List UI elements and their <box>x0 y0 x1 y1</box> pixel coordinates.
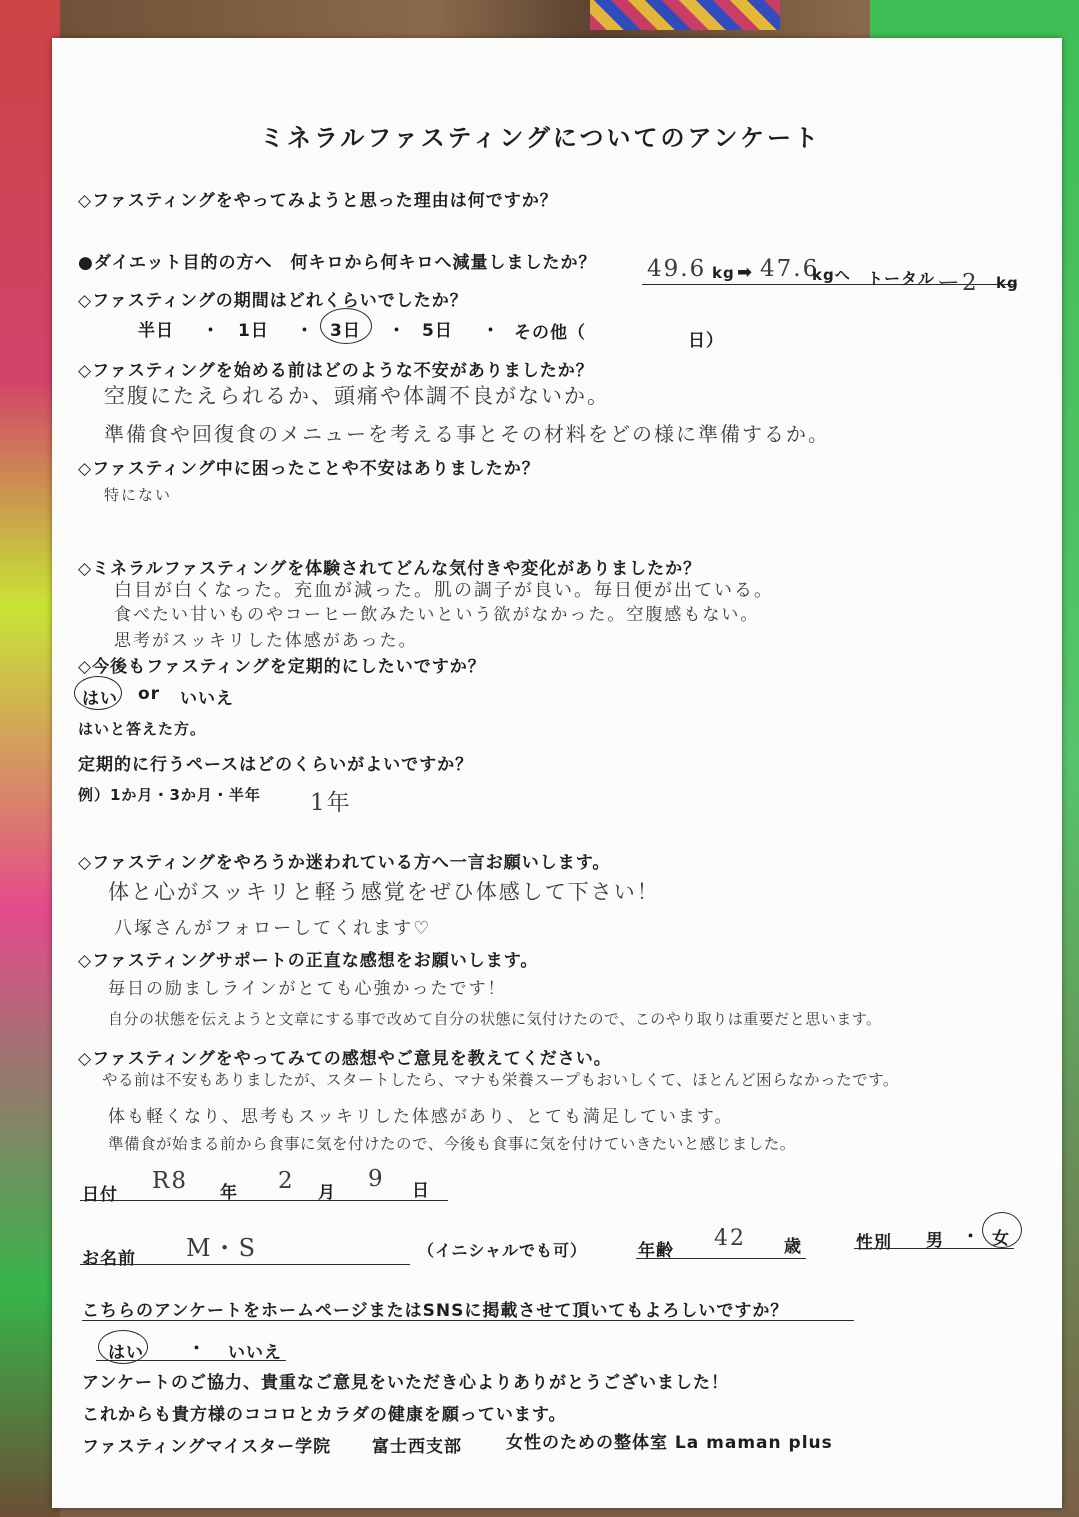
question-impression: ◇ファスティングをやってみての感想やご意見を教えてください。 <box>78 1049 612 1069</box>
publish-separator: ・ <box>188 1339 206 1359</box>
gender-male: 男 <box>926 1231 944 1251</box>
background-decoration <box>590 0 780 30</box>
survey-sheet <box>52 38 1062 1508</box>
name-underline <box>80 1264 410 1265</box>
footer-school: ファスティングマイスター学院 <box>82 1437 332 1457</box>
gender-selected-circle <box>982 1212 1022 1248</box>
date-month-label: 月 <box>318 1183 336 1203</box>
diet-to-unit: kgへ <box>812 266 851 284</box>
question-trouble-during: ◇ファスティング中に困ったことや不安はありましたか？ <box>78 459 540 479</box>
footer-branch: 富士西支部 <box>372 1437 462 1457</box>
publish-question-underline <box>82 1320 854 1321</box>
age-underline <box>636 1258 806 1259</box>
date-day-label: 日 <box>412 1181 430 1201</box>
question-continue: ◇今後もファスティングを定期的にしたいですか？ <box>78 657 486 677</box>
thanks-line1: アンケートのご協力、貴重なご意見をいただき心よりありがとうございました！ <box>82 1373 729 1393</box>
answer-impression-line2: 体も軽くなり、思考もスッキリした体感があり、とても満足しています。 <box>108 1107 734 1127</box>
period-separator: ・ <box>202 321 220 341</box>
age-label: 年齢 <box>638 1241 674 1261</box>
period-selected-circle <box>320 308 372 344</box>
diet-arrow-icon: ➡ <box>737 262 754 283</box>
diet-to-value: 47.6 <box>760 256 820 282</box>
answer-message-line1: 体と心がスッキリと軽う感覚をぜひ体感して下さい！ <box>108 880 660 904</box>
question-anxiety-before: ◇ファスティングを始める前はどのような不安がありましたか？ <box>78 361 594 381</box>
date-day: 9 <box>368 1166 385 1192</box>
date-month: 2 <box>278 1168 295 1194</box>
answer-changes-line3: 思考がスッキリした体感があった。 <box>114 631 418 651</box>
question-support: ◇ファスティングサポートの正直な感想をお願いします。 <box>78 951 539 971</box>
period-option-half-day: 半日 <box>138 321 174 341</box>
question-publish: こちらのアンケートをホームページまたはSNSに掲載させて頂いてもよろしいですか？ <box>82 1301 789 1321</box>
answer-support-line1: 毎日の励ましラインがとても心強かったです！ <box>108 979 507 999</box>
question-diet: ●ダイエット目的の方へ 何キロから何キロへ減量しましたか？ <box>78 253 597 273</box>
continue-or: or <box>138 684 161 704</box>
footer-salon: 女性のための整体室 La maman plus <box>506 1433 833 1453</box>
answer-pace: 1年 <box>310 790 352 816</box>
name-note: （イニシャルでも可） <box>418 1241 588 1260</box>
name-label: お名前 <box>82 1249 136 1269</box>
date-year-label: 年 <box>220 1183 238 1203</box>
age-value: 42 <box>714 1226 746 1251</box>
question-changes: ◇ミネラルファスティングを体験されてどんな気付きや変化がありましたか？ <box>78 559 702 579</box>
diet-answer-underline <box>642 284 1017 285</box>
continue-selected-circle <box>74 676 122 710</box>
pace-example: 例）1か月・3か月・半年 <box>78 786 261 804</box>
period-option-other-days: 日） <box>688 331 724 351</box>
period-option-3day: 3日 <box>330 321 361 341</box>
answer-changes-line1: 白目が白くなった。充血が減った。肌の調子が良い。毎日便が出ている。 <box>114 580 774 601</box>
background-left-edge <box>0 0 60 1517</box>
date-underline <box>80 1200 448 1201</box>
period-option-5day: 5日 <box>422 321 453 341</box>
question-period: ◇ファスティングの期間はどれくらいでしたか？ <box>78 291 468 311</box>
diet-total-unit: kg <box>996 274 1019 292</box>
yes-note: はいと答えた方。 <box>78 720 207 738</box>
publish-yes: はい <box>108 1343 144 1363</box>
continue-no: いいえ <box>180 689 234 709</box>
continue-yes: はい <box>82 689 118 709</box>
answer-anxiety-before-line2: 準備食や回復食のメニューを考える事とその材料をどの様に準備するか。 <box>104 422 830 446</box>
period-option-other: その他（ <box>514 323 586 343</box>
question-reason: ◇ファスティングをやってみようと思った理由は何ですか？ <box>78 191 558 211</box>
gender-separator: ・ <box>962 1227 980 1247</box>
gender-female: 女 <box>992 1229 1010 1249</box>
diet-total-value: ー2 <box>937 270 979 296</box>
answer-impression-line1: やる前は不安もありましたが、スタートしたら、マナも栄養スープもおいしくて、ほとんど困らなかったです。 <box>102 1071 899 1089</box>
age-unit: 歳 <box>784 1237 802 1257</box>
diet-from-unit: kg <box>712 264 735 282</box>
answer-impression-line3: 準備食が始まる前から食事に気を付けたので、今後も食事に気を付けていきたいと感じました。 <box>108 1135 796 1153</box>
name-value: M・S <box>186 1234 258 1262</box>
question-pace: 定期的に行うペースはどのくらいがよいですか？ <box>78 755 474 775</box>
answer-anxiety-before-line1: 空腹にたえられるか、頭痛や体調不良がないか。 <box>104 384 610 408</box>
thanks-line2: これからも貴方様のココロとカラダの健康を願っています。 <box>82 1405 567 1425</box>
publish-answer-underline <box>96 1360 286 1361</box>
diet-total-label: トータル <box>867 269 936 288</box>
gender-label: 性別 <box>856 1233 892 1253</box>
date-era-year: R8 <box>152 1168 188 1194</box>
answer-changes-line2: 食べたい甘いものやコーヒー飲みたいという欲がなかった。空腹感もない。 <box>114 605 760 625</box>
diet-from-value: 49.6 <box>647 256 707 282</box>
publish-selected-circle <box>98 1330 148 1364</box>
answer-trouble-during: 特にない <box>104 486 173 504</box>
gender-underline <box>854 1248 1014 1249</box>
publish-no: いいえ <box>228 1343 282 1363</box>
period-separator: ・ <box>482 321 500 341</box>
answer-support-line2: 自分の状態を伝えようと文章にする事で改めて自分の状態に気付けたので、このやり取りは重要だと思います。 <box>108 1010 882 1028</box>
period-separator: ・ <box>388 321 406 341</box>
survey-title: ミネラルファスティングについてのアンケート <box>260 124 821 152</box>
date-label: 日付 <box>82 1185 118 1205</box>
answer-message-line2: 八塚さんがフォローしてくれます♡ <box>114 918 432 939</box>
period-separator: ・ <box>296 321 314 341</box>
period-option-1day: 1日 <box>238 321 269 341</box>
question-message: ◇ファスティングをやろうか迷われている方へ一言お願いします。 <box>78 853 611 873</box>
